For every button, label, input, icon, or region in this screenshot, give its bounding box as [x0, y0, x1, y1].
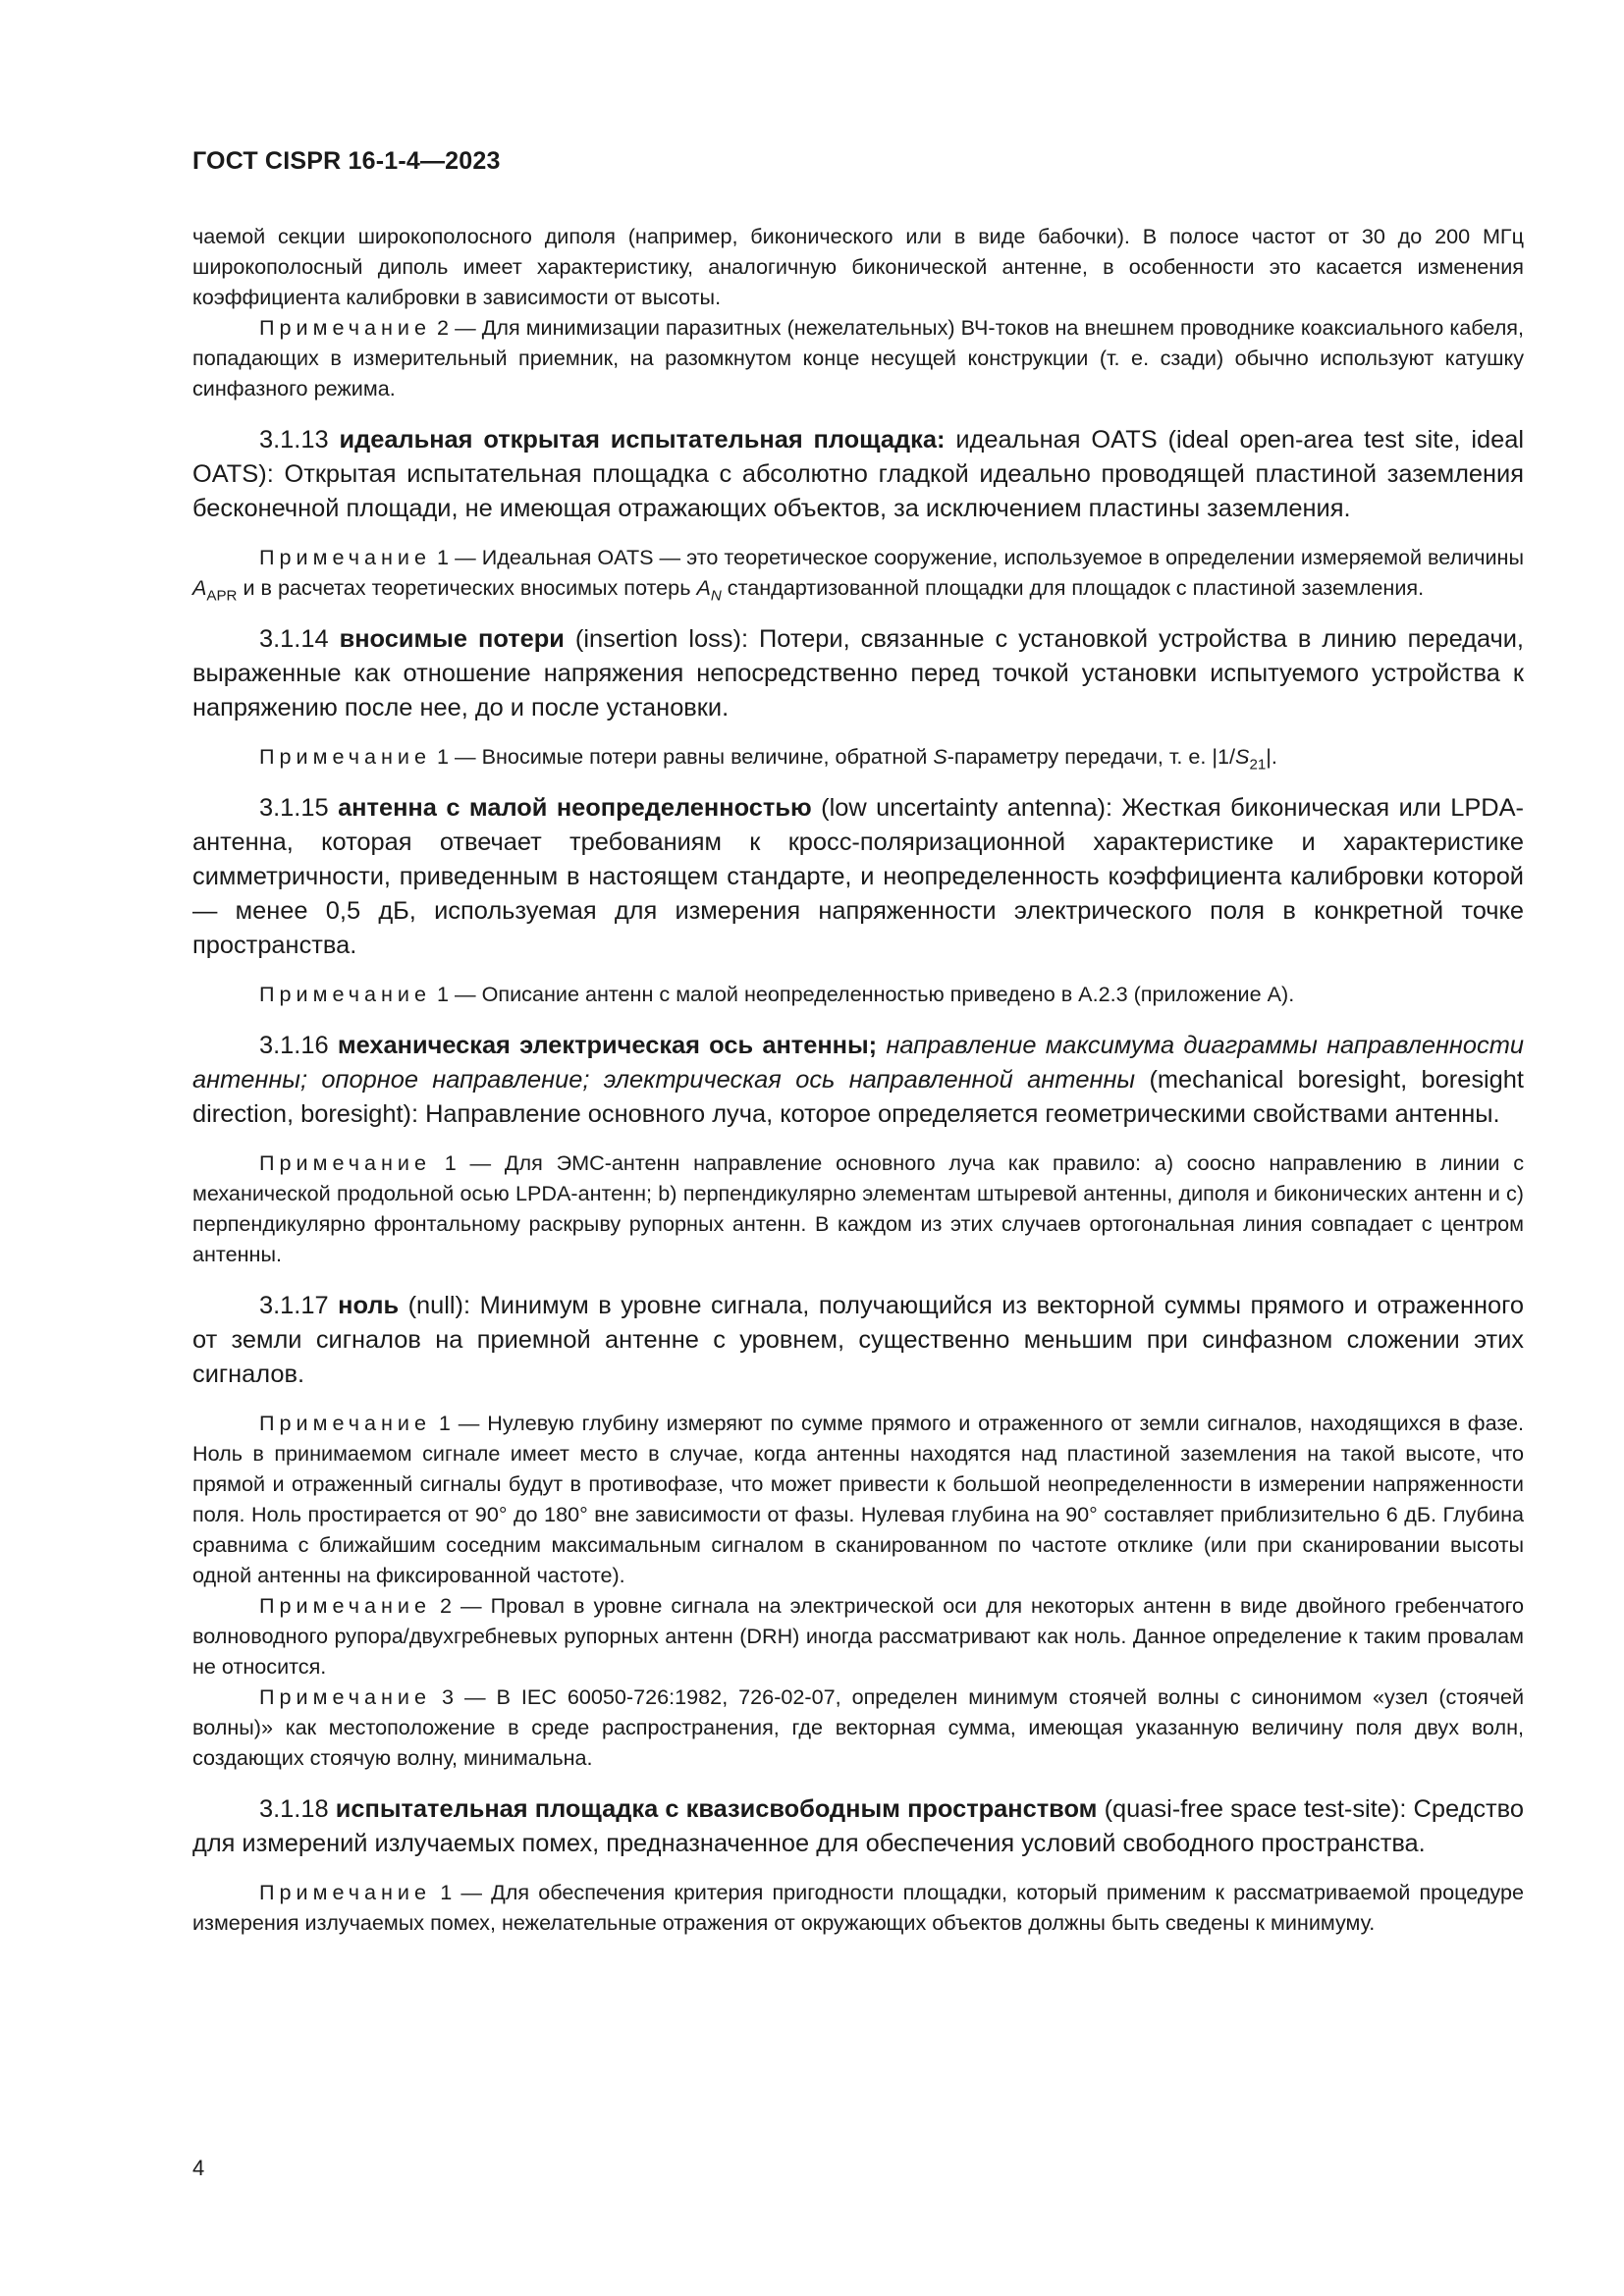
symbol-s: S: [933, 744, 947, 769]
term-number: 3.1.15: [259, 794, 329, 822]
page-number: 4: [192, 2156, 205, 2180]
term-title: антенна с малой неопределенностью: [338, 794, 812, 822]
note-3-1-17-3: Примечание 3 — В IEC 60050-726:1982, 726-02-07, определен минимум стоячей волны с синонимом «узел (стоячей волны)» как местоположение в среде распространения, где векторная сумма, имеющая указанную величину поля двух волн, создающих стоячую волну, минимальна.: [192, 1684, 1525, 1770]
note-label: Примечание: [259, 1411, 431, 1435]
subscript-apr: APR: [206, 587, 238, 605]
note-label: Примечание: [259, 545, 431, 569]
note-3-1-14-1: Примечание 1 — Вносимые потери равны величине, обратной S-параметру передачи, т. е. $|1/S_{21}|$.: [259, 744, 1277, 774]
term-3-1-18: [192, 1792, 1524, 1861]
term-title: механическая электрическая ось антенны;: [337, 1032, 878, 1059]
term-3-1-17: [192, 1289, 1524, 1392]
subscript-21: 21: [1249, 756, 1267, 774]
note-3-1-15-1: Примечание 1 — Описание антенн с малой неопределенностью приведено в А.2.3 (приложение А).: [259, 982, 1295, 1006]
term-definition: (mechanical boresight, boresight direction, boresight): Направление основного луча, которое определяется геометрическими свойствами антенны.: [192, 1066, 1524, 1128]
document-header: ГОСТ CISPR 16-1-4—2023: [192, 147, 501, 175]
continuation-paragraph: чаемой секции широкополосного диполя (например, биконического или в виде бабочки). В полосе частот от 30 до 200 МГц широкополосный диполь имеет характеристику, аналогичную биконической антенне, в особенности это касается изменения коэффициента калибровки в зависимости от высоты.: [192, 224, 1524, 309]
term-3-1-15: [192, 791, 1524, 963]
note-label: Примечание: [259, 982, 431, 1006]
document-page: [192, 147, 1524, 1938]
term-number: 3.1.16: [259, 1032, 329, 1059]
note-3-1-16-1: Примечание 1 — Для ЭМС-антенн направление основного луча как правило: a) соосно направлению в линии с механической продольной осью LPDA-антенн; b) перпендикулярно элементам штыревой антенны, диполя и биконических антенн и c) перпендикулярно фронтальному раскрыву рупорных антенн. В каждом из этих случаев ортогональная линия совпадает с центром антенны.: [192, 1150, 1525, 1266]
term-number: 3.1.14: [259, 625, 329, 653]
term-definition: (null): Минимум в уровне сигнала, получающийся из векторной суммы прямого и отраженного от земли сигналов на приемной антенне с уровнем, существенно меньшим при синфазном сложении этих сигналов.: [192, 1292, 1524, 1388]
term-title: идеальная открытая испытательная площадка:: [339, 426, 946, 454]
term-3-1-16: [192, 1029, 1524, 1132]
continuation-note-2: Примечание 2 — Для минимизации паразитных (нежелательных) ВЧ-токов на внешнем проводнике коаксиального кабеля, попадающих в измерительный приемник, на разомкнутом конце несущей конструкции (т. е. сзади) обычно используют катушку синфазного режима.: [192, 315, 1524, 400]
note-label: Примечание: [259, 1880, 431, 1904]
subscript-n: N: [710, 587, 722, 605]
symbol-s: S: [1235, 744, 1250, 769]
term-title: испытательная площадка с квазисвободным пространством: [335, 1795, 1098, 1823]
term-definition: идеальная OATS (ideal open-area test site, ideal OATS): Открытая испытательная площадка с абсолютно гладкой идеально проводящей пластиной заземления бесконечной площади, не имеющая отражающих объектов, за исключением пластины заземления.: [192, 426, 1525, 522]
note-3-1-17-2: Примечание 2 — Провал в уровне сигнала на электрической оси для некоторых антенн в виде двойного гребенчатого волноводного рупора/двухгребневых рупорных антенн (DRH) иногда рассматривают как ноль. Данное определение к таким провалам не относится.: [192, 1593, 1525, 1679]
term-definition: (quasi-free space test-site): Средство для измерений излучаемых помех, предназначенное для обеспечения условий свободного пространства.: [192, 1795, 1525, 1857]
term-3-1-13: [192, 423, 1524, 526]
note-3-1-13-1: Примечание 1 — Идеальная OATS — это теоретическое сооружение, используемое в определении измеряемой величины $A_{APR}$ и в расчетах теоретических вносимых потерь $A_N$ стандартизованной площадки для площадок с пластиной заземления.: [192, 545, 1525, 605]
note-label: Примечание: [259, 744, 431, 769]
symbol-a: A: [192, 575, 207, 600]
term-title: вносимые потери: [339, 625, 565, 653]
note-3-1-18-1: Примечание 1 — Для обеспечения критерия пригодности площадки, который применим к рассматриваемой процедуре измерения излучаемых помех, нежелательные отражения от окружающих объектов должны быть сведены к минимуму.: [192, 1880, 1525, 1935]
term-number: 3.1.13: [259, 426, 329, 454]
term-definition: (low uncertainty antenna): Жесткая биконическая или LPDA-антенна, которая отвечает требованиям к кросс-поляризационной характеристике и характеристике симметричности, приведенным в настоящем стандарте, и неопределенность коэффициента калибровки которой — менее 0,5 дБ, используемая для измерения напряженности электрического поля в конкретной точке пространства.: [192, 794, 1525, 959]
note-label: Примечание: [259, 315, 431, 340]
term-title: ноль: [338, 1292, 400, 1319]
term-number: 3.1.17: [259, 1292, 329, 1319]
note-label: Примечание: [259, 1150, 431, 1175]
note-label: Примечание: [259, 1593, 431, 1618]
term-number: 3.1.18: [259, 1795, 329, 1823]
term-3-1-14: [192, 622, 1524, 725]
symbol-a: A: [696, 575, 711, 600]
note-label: Примечание: [259, 1684, 431, 1709]
term-synonyms: направление максимума диаграммы направленности антенны; опорное направление; электрическая ось направленной антенны: [192, 1032, 1524, 1094]
note-3-1-17-1: Примечание 1 — Нулевую глубину измеряют по сумме прямого и отраженного от земли сигналов, находящихся в фазе. Ноль в принимаемом сигнале имеет место в случае, когда антенны находятся над пластиной заземления на такой высоте, что прямой и отраженный сигналы будут в противофазе, что может привести к большой неопределенности в измерении напряженности поля. Ноль простирается от 90° до 180° вне зависимости от фазы. Нулевая глубина на 90° составляет приблизительно 6 дБ. Глубина сравнима с ближайшим соседним максимальным сигналом в сканированном по частоте отклике (или при сканировании высоты одной антенны на фиксированной частоте).: [192, 1411, 1525, 1587]
term-definition: (insertion loss): Потери, связанные с установкой устройства в линию передачи, выраженные как отношение напряжения непосредственно перед точкой установки испытуемого устройства к напряжению после нее, до и после установки.: [192, 625, 1524, 721]
